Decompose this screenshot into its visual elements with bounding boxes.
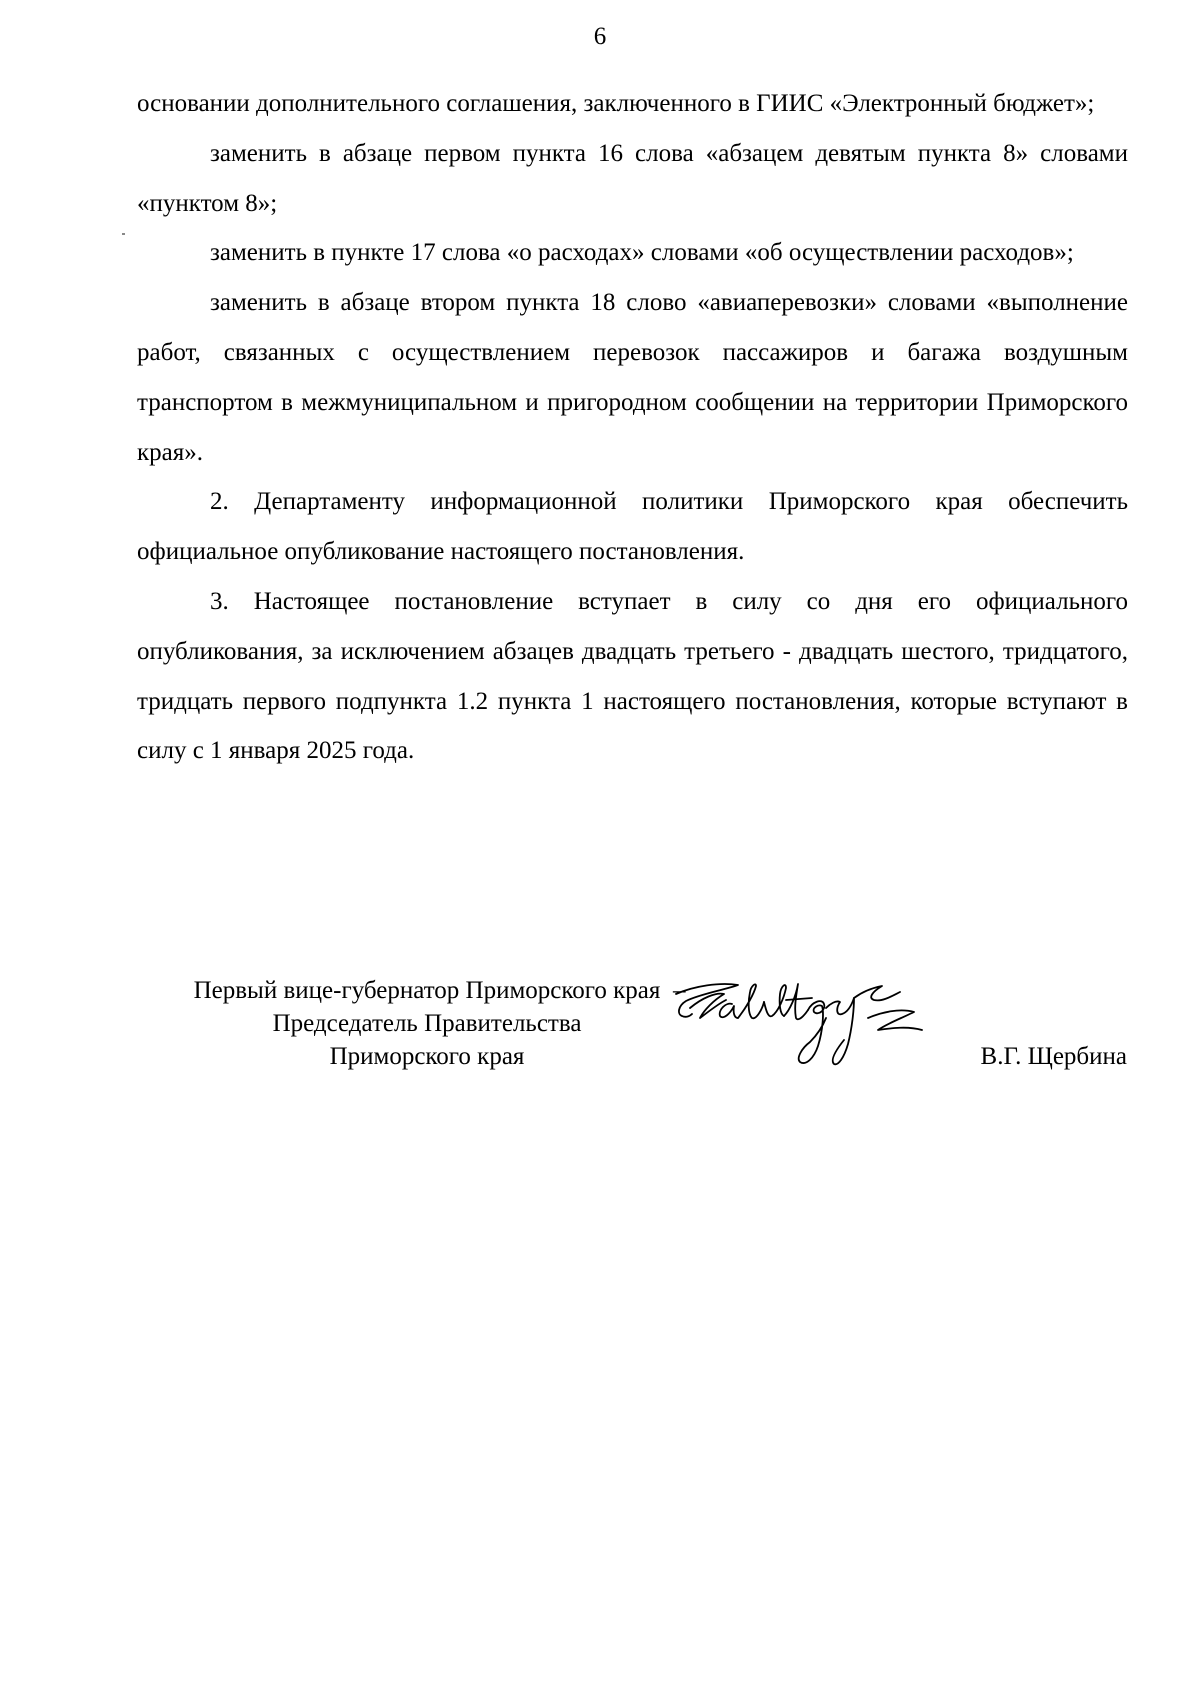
signer-position-line-1: Первый вице-губернатор Приморского края bbox=[193, 977, 661, 1004]
page-number: 6 bbox=[593, 23, 607, 50]
signer-position-line-2: Председатель Правительства bbox=[272, 1010, 582, 1037]
handwritten-signature bbox=[672, 978, 972, 1073]
document-body bbox=[137, 79, 1128, 776]
signer-position-line-3: Приморского края bbox=[329, 1043, 525, 1070]
signer-name: В.Г. Щербина bbox=[980, 1043, 1127, 1070]
paragraph-continuation: основании дополнительного соглашения, заключенного в ГИИС «Электронный бюджет»; bbox=[137, 90, 1095, 117]
scan-artifact bbox=[122, 233, 125, 235]
paragraph-item-16: заменить в абзаце первом пункта 16 слова «абзацем девятым пункта 8» словами «пунктом 8»; bbox=[137, 139, 1128, 217]
signature-block bbox=[127, 974, 1127, 1084]
paragraph-item-17: заменить в пункте 17 слова «о расходах» словами «об осуществлении расходов»; bbox=[210, 239, 1074, 267]
paragraph-point-3: 3. Настоящее постановление вступает в силу со дня его официального опубликования, за исключением абзацев двадцать третьего - двадцать шестого, тридцатого, тридцать первого подпункта 1.2 пункта 1 настоящего постановления, которые вступают в силу с 1 января 2025 года. bbox=[137, 587, 1128, 765]
signer-position bbox=[127, 974, 727, 1073]
paragraph-point-2: 2. Департаменту информационной политики Приморского края обеспечить официальное опубликование настоящего постановления. bbox=[137, 488, 1128, 566]
paragraph-item-18: заменить в абзаце втором пункта 18 слово «авиаперевозки» словами «выполнение работ, связанных с осуществлением перевозок пассажиров и багажа воздушным транспортом в межмуниципальном и пригородном сообщении на территории Приморского края». bbox=[137, 289, 1128, 466]
position-dash: – bbox=[673, 977, 686, 1004]
